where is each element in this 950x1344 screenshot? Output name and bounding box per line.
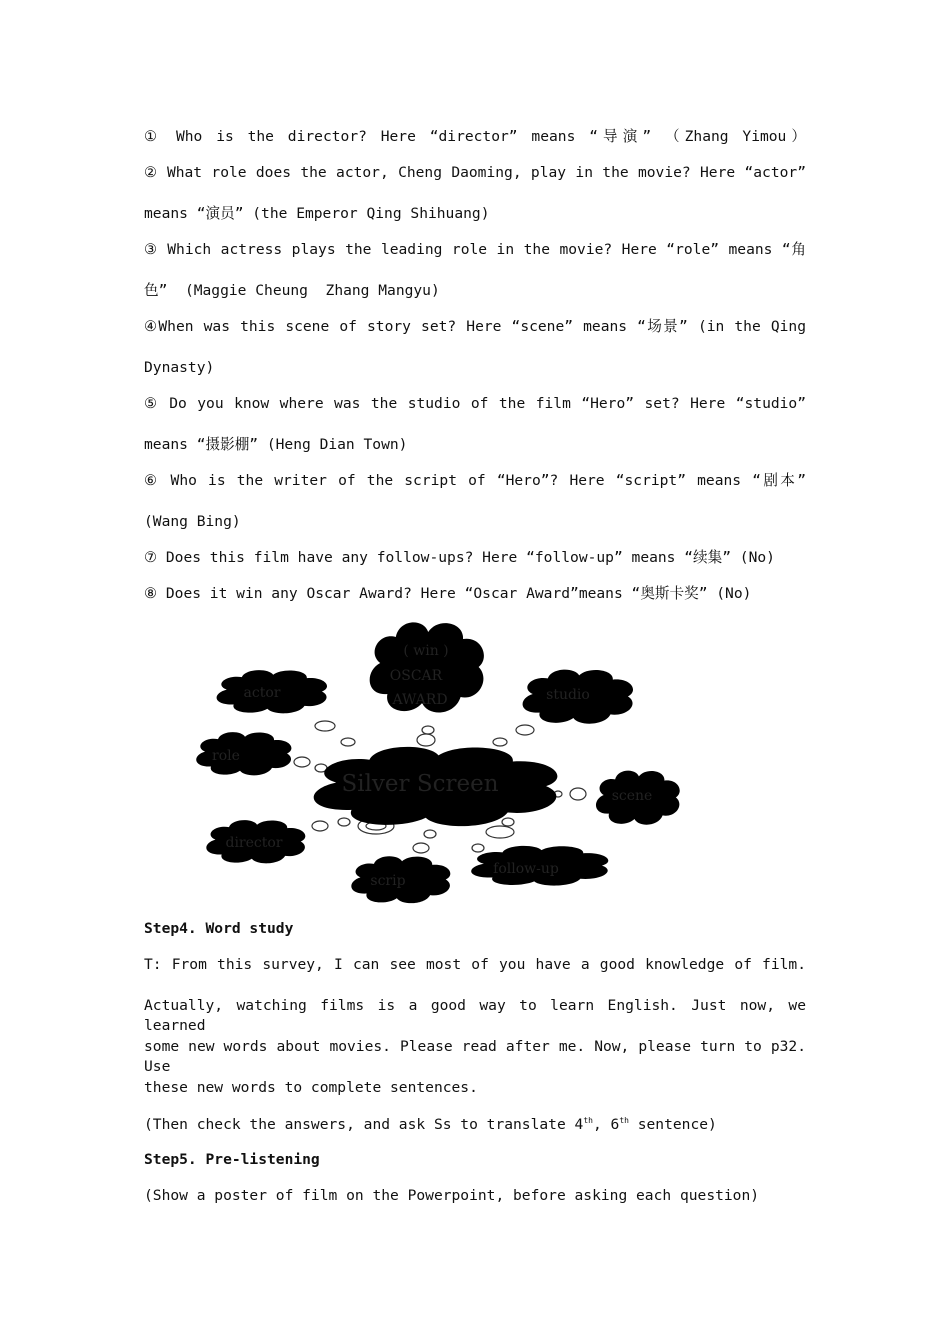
- role-cloud: [196, 732, 291, 775]
- step4-instruction-start: (Then check the answers, and ask Ss to translate 4: [144, 1116, 584, 1133]
- step4-paragraph-line-4: these new words to complete sentences.: [144, 1079, 478, 1096]
- question-1: ① Who is the director? Here “director” means “导演” （Zhang Yimou）: [144, 128, 806, 145]
- step5-heading: Step5. Pre-listening: [144, 1151, 320, 1168]
- question-3-line-1: ③ Which actress plays the leading role in the movie? Here “role” means “角: [144, 241, 806, 258]
- question-2-line-1: ② What role does the actor, Cheng Daoming, play in the movie? Here “actor”: [144, 164, 806, 181]
- question-4-line-1: ④When was this scene of story set? Here “scene” means “场景” (in the Qing: [144, 318, 806, 335]
- question-6-line-1: ⑥ Who is the writer of the script of “Hero”? Here “script” means “剧本”: [144, 472, 806, 489]
- question-6-line-2: (Wang Bing): [144, 513, 241, 530]
- question-2-line-2: means “演员” (the Emperor Qing Shihuang): [144, 205, 490, 222]
- silver-screen-mind-map: [188, 612, 698, 910]
- superscript-th-1: th: [583, 1116, 593, 1125]
- step4-paragraph-line-3: some new words about movies. Please read after me. Now, please turn to p32. Use: [144, 1038, 806, 1075]
- step4-instruction-end: sentence): [628, 1116, 717, 1133]
- studio-label: studio: [546, 687, 590, 703]
- scene-label: scene: [611, 788, 653, 804]
- step4-heading: Step4. Word study: [144, 920, 294, 937]
- actor-label: actor: [243, 685, 281, 701]
- question-7: ⑦ Does this film have any follow-ups? Here “follow-up” means “续集” (No): [144, 549, 775, 566]
- superscript-th-2: th: [619, 1116, 629, 1125]
- step4-paragraph-line-1: T: From this survey, I can see most of you have a good knowledge of film.: [144, 956, 806, 973]
- question-4-line-2: Dynasty): [144, 359, 215, 376]
- director-label: director: [225, 835, 283, 851]
- question-8: ⑧ Does it win any Oscar Award? Here “Oscar Award”means “奥斯卡奖” (No): [144, 585, 752, 602]
- center-label: Silver Screen: [341, 771, 499, 797]
- scrip-label: scrip: [370, 873, 406, 889]
- follow-up-label: follow-up: [493, 861, 559, 877]
- role-label: role: [212, 748, 240, 764]
- question-5-line-1: ⑤ Do you know where was the studio of the film “Hero” set? Here “studio”: [144, 395, 806, 412]
- question-3-line-2: 色” (Maggie Cheung Zhang Mangyu): [144, 282, 440, 299]
- step4-instruction: [144, 1115, 717, 1135]
- step5-paragraph: (Show a poster of film on the Powerpoint, before asking each question): [144, 1187, 760, 1204]
- oscar-label-line-3: AWARD: [392, 692, 448, 708]
- step4-instruction-mid: , 6: [592, 1116, 620, 1133]
- step4-paragraph-line-2: Actually, watching films is a good way to learn English. Just now, we learned: [144, 997, 806, 1034]
- question-5-line-2: means “摄影棚” (Heng Dian Town): [144, 436, 408, 453]
- oscar-label-line-1: ( win ): [403, 643, 449, 659]
- oscar-label-line-2: OSCAR: [389, 668, 443, 684]
